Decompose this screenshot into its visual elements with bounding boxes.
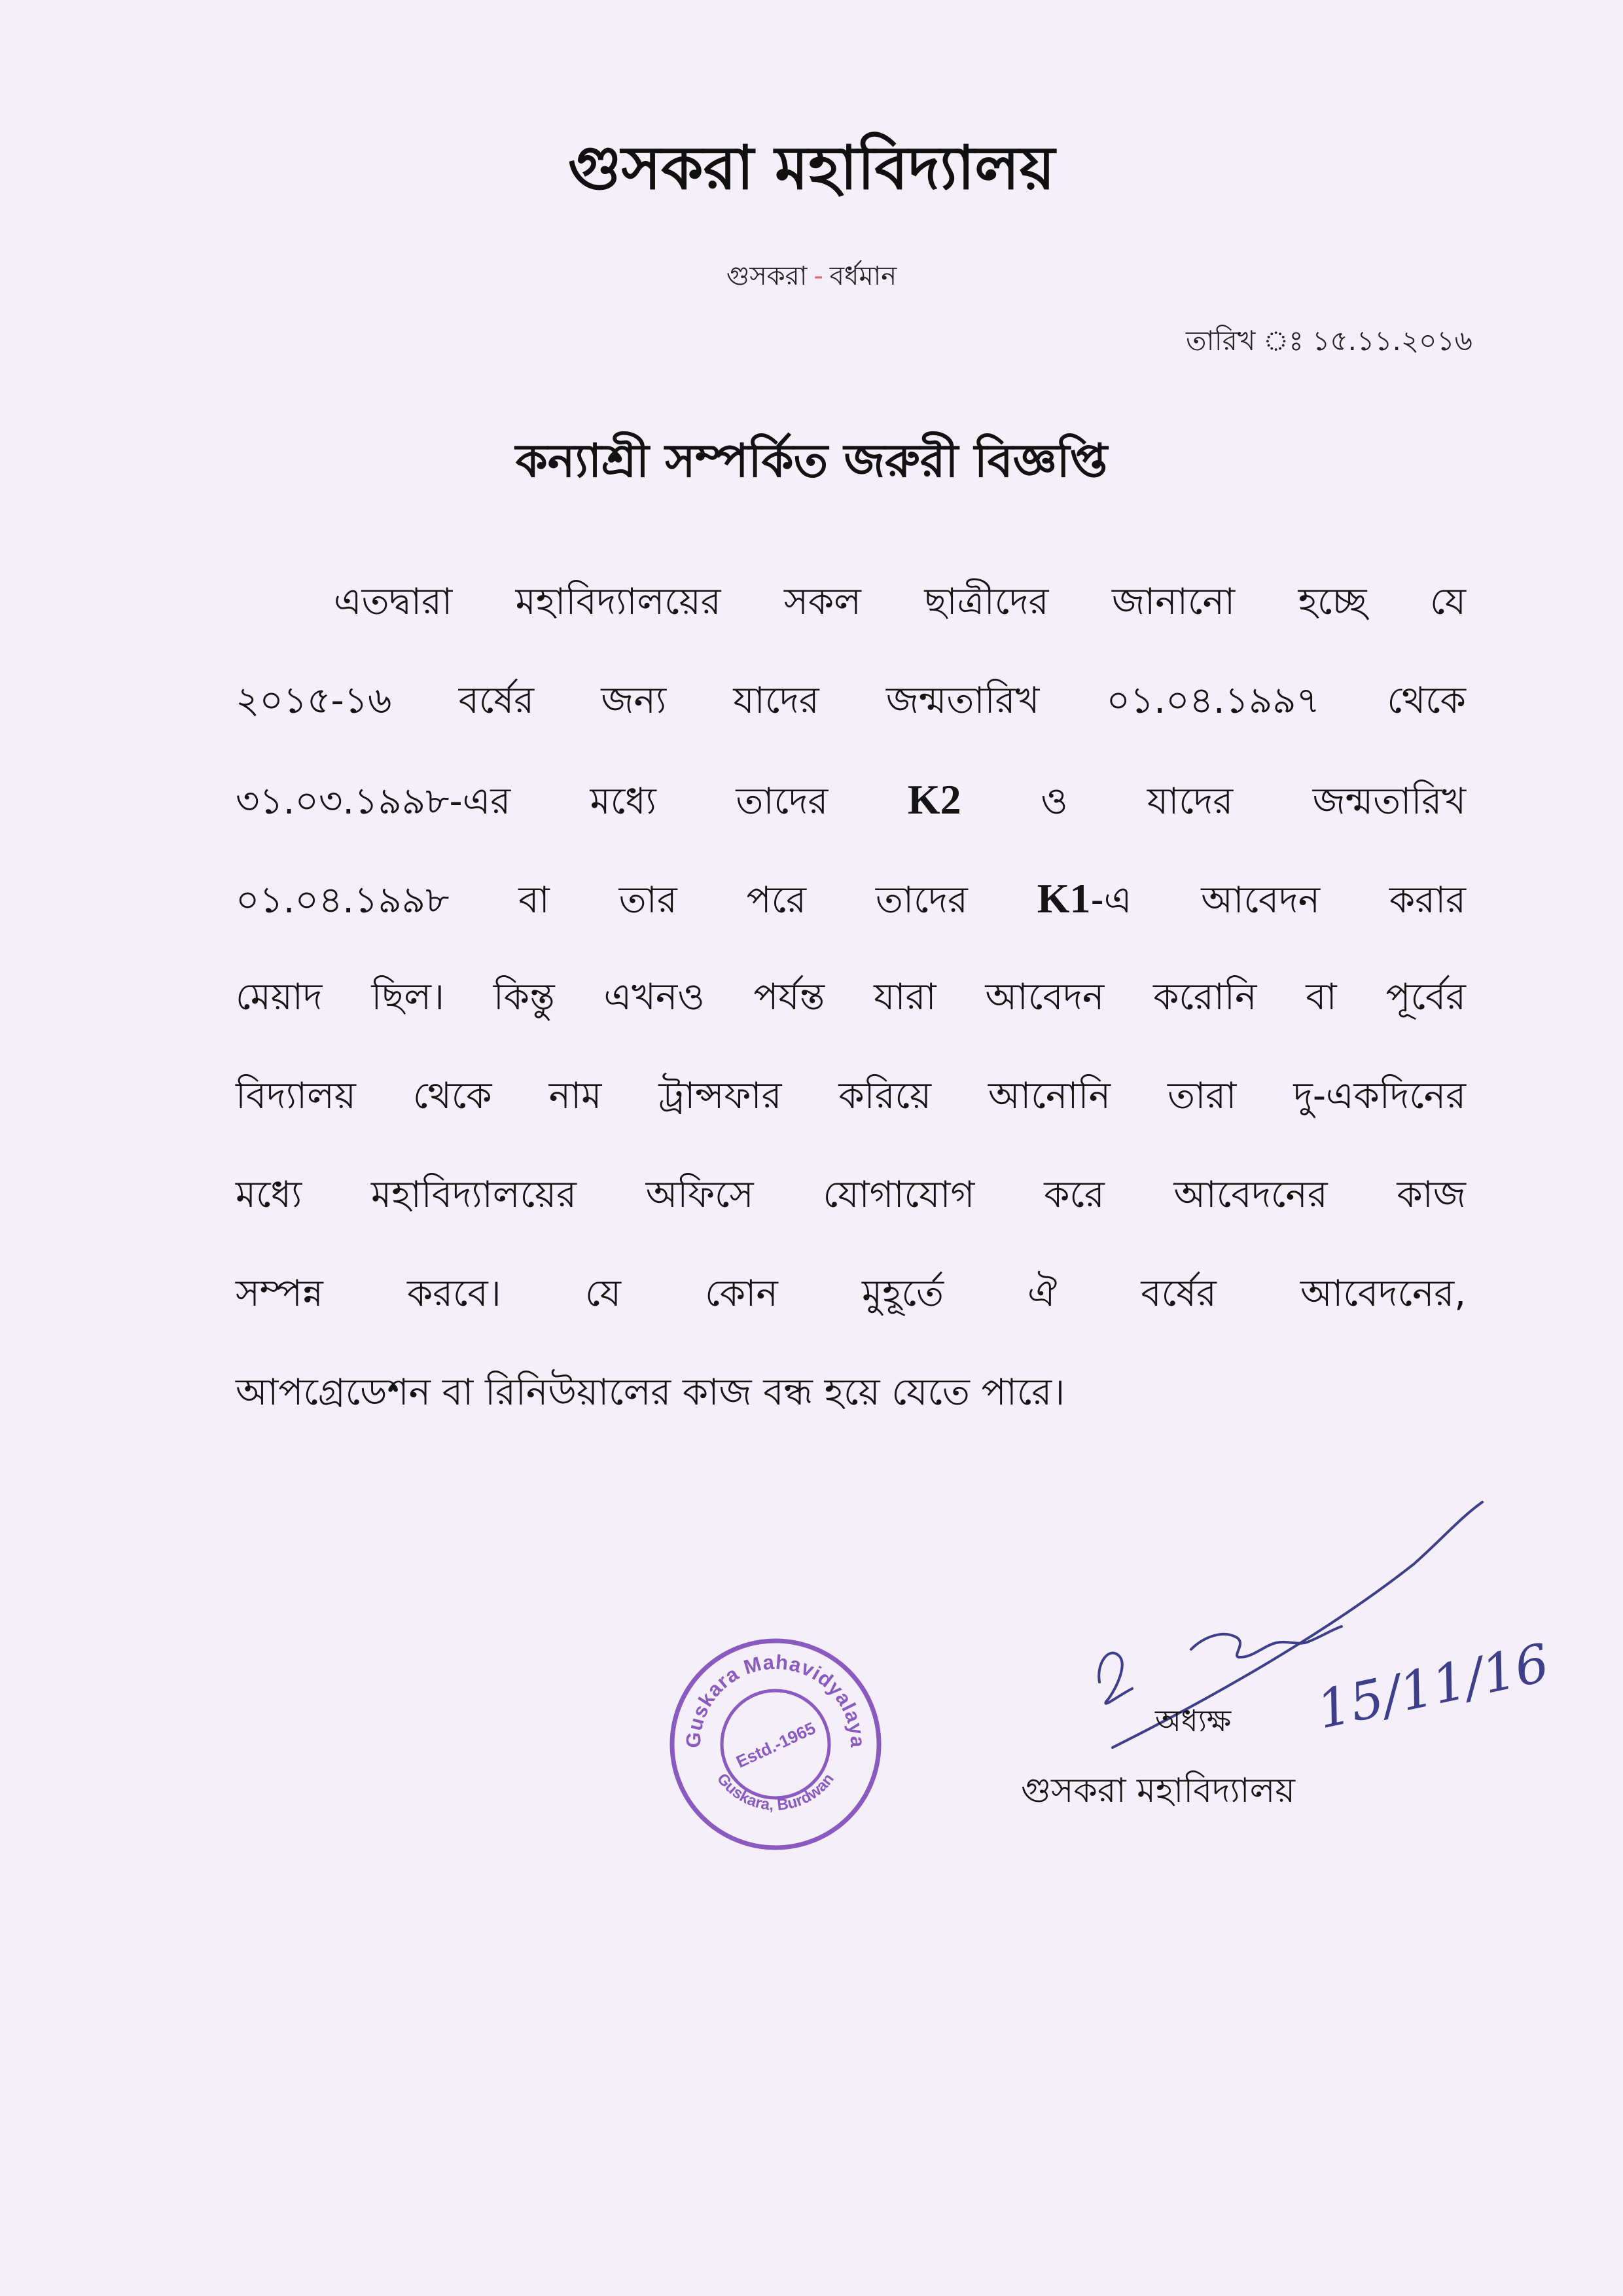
seal-bottom-text: Guskara, Burdwan <box>713 1770 838 1814</box>
body-line-5: মেয়াদ ছিল। কিন্তু এখনও পর্যন্ত যারা আবেদন করোনি বা পূর্বের <box>236 976 1466 1018</box>
body-line-3-part-b: ও যাদের জন্মতারিখ <box>1041 780 1466 823</box>
seal-top-text: Guskara Mahavidyalaya <box>681 1650 870 1749</box>
seal-center-text: Estd.-1965 <box>733 1717 819 1772</box>
body-line-4-part-a: ০১.০৪.১৯৯৮ বা তার পরে তাদের <box>236 879 968 922</box>
notice-date: তারিখ ঃ ১৫.১১.২০১৬ <box>1186 325 1472 357</box>
k1-label: K1 <box>1037 875 1091 922</box>
notice-title: কন্যাশ্রী সম্পর্কিত জরুরী বিজ্ঞপ্তি <box>515 434 1108 488</box>
location-separator: - <box>813 261 823 291</box>
college-name-heading: গুসকরা মহাবিদ্যালয় <box>567 133 1056 203</box>
body-line-2: ২০১৫-১৬ বর্ষের জন্য যাদের জন্মতারিখ ০১.০৪.১৯৯৭ থেকে <box>236 679 1466 722</box>
principal-signature <box>1073 1486 1531 1761</box>
signatory-college: গুসকরা মহাবিদ্যালয় <box>1021 1771 1296 1810</box>
body-line-9: আপগ্রেডেশন বা রিনিউয়ালের কাজ বন্ধ হয়ে যেতে পারে। <box>236 1371 1065 1414</box>
signature-date: 15/11/16 <box>1311 1632 1555 1741</box>
body-line-3-part-a: ৩১.০৩.১৯৯৮-এর মধ্যে তাদের <box>236 780 829 823</box>
signature-loop <box>1099 1653 1132 1704</box>
body-line-1: এতদ্বারা মহাবিদ্যালয়ের সকল ছাত্রীদের জানানো হচ্ছে যে <box>334 581 1466 623</box>
college-location <box>0 255 1623 299</box>
body-line-6: বিদ্যালয় থেকে নাম ট্রান্সফার করিয়ে আনোনি তারা দু-একদিনের <box>236 1075 1466 1117</box>
body-line-8: সম্পন্ন করবে। যে কোন মুহূর্তে ঐ বর্ষের আবেদনের, <box>236 1272 1466 1315</box>
body-line-4 <box>236 872 1466 971</box>
location-district: বর্ধমান <box>829 261 897 291</box>
notice-body <box>236 576 1466 1465</box>
signatory-designation: অধ্যক্ষ <box>1155 1703 1232 1738</box>
k2-label: K2 <box>907 776 961 823</box>
body-line-3 <box>236 774 1466 872</box>
body-line-4-part-b: -এ আবেদন করার <box>1090 879 1466 922</box>
body-line-7: মধ্যে মহাবিদ্যালয়ের অফিসে যোগাযোগ করে আবেদনের কাজ <box>236 1174 1466 1216</box>
college-seal <box>668 1636 883 1852</box>
location-town: গুসকরা <box>726 261 808 291</box>
